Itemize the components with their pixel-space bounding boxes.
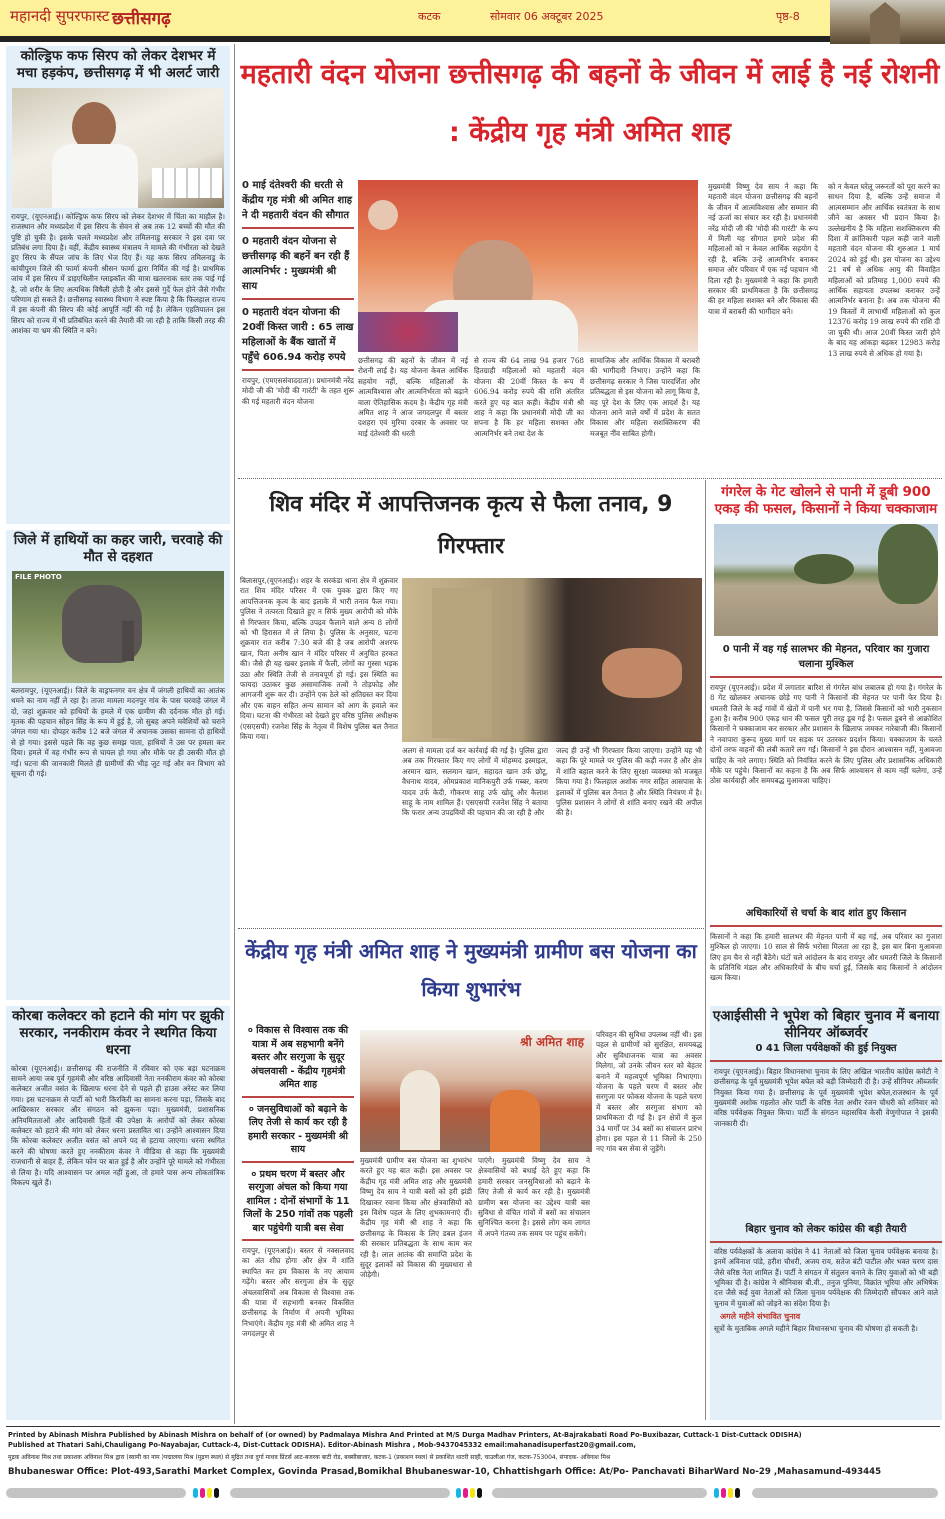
elephant-headline: जिले में हाथियों का कहर जारी, चरवाहे की मौत से दहशत	[13, 532, 223, 565]
lead-story	[240, 46, 940, 162]
temple-col3: जल्द ही उन्हें भी गिरफ्तार किया जाएगा। उन्होंने यह भी कहा कि पूरे मामले पर पुलिस की कड़ी नजर है और क्षेत्र में शांति बहाल करने के लिए सुरक्षा व्यवस्था को मजबूत किया गया है। फिलहाल अशोक नगर सहित आसपास के इलाकों में पुलिस बल तैनात है और स्थिति नियंत्रण में है। पुलिस प्रशासन ने लोगों से शांति बनाए रखने की अपील की है।	[556, 746, 702, 818]
lead-point: 0 महतारी वंदन योजना की 20वीं किस्त जारी : 65 लाख महिलाओं के बैंक खातों में पहुँचे 606.94 करोड़ रुपये	[242, 305, 354, 371]
magenta-mark	[463, 1488, 468, 1498]
lead-intro: रायपुर, (एमएससंवाददाता)। प्रधानमंत्री नरेंद्र मोदी जी की 'मोदी की गारंटी' के तहत शुरू की गई महतारी वंदन योजना	[242, 376, 354, 406]
footer-line4: Bhubaneswar Office: Plot-493,Sarathi Market Complex, Govinda Prasad,Bomikhal Bhubaneswar-10, Chhattishgarh Office: At/Po- Panchavati BiharWard No-29 ,Mahasamund-493445	[8, 1467, 882, 1477]
bus-launch-photo	[360, 1030, 592, 1152]
yellow-mark	[470, 1488, 475, 1498]
farmers-story	[710, 484, 942, 984]
section-divider	[238, 928, 704, 929]
aicc-subhead: 0 41 जिला पर्यवेक्षकों की हुई नियुक्त	[710, 1042, 942, 1062]
temple-image	[830, 0, 945, 44]
cough-syrup-headline: कोल्ड्रिफ कफ सिरप को लेकर देशभर में मचा हड़कंप, छत्तीसगढ़ में भी अलर्ट जारी	[16, 48, 220, 81]
footer-rule	[6, 1426, 940, 1427]
korba-story	[6, 1006, 230, 1420]
farmers-body: रायपुर (यूएनआई)। प्रदेश में लगातार बारिश से गंगरेल बांध लबालब हो गया है। गंगरेल के 8 गेट खोलकर अचानक छोड़े गए पानी ने किसानों की मेहनत पर पानी फेर दिया है। धमतरी जिले के कई गांवों में खेतों में पानी भर गया है, जिससे किसानों को भारी नुकसान हुआ है। करीब 900 एकड़ धान की फसल पूरी तरह डूब गई है। फसल डूबने से आक्रोशित किसानों ने चक्काजाम कर सरकार और प्रशासन के खिलाफ जमकर नारेबाजी की। किसानों ने नवापारा कुरूद मुख्य मार्ग पर सड़क पर उतरकर प्रदर्शन किया। चक्काजाम के चलते दोनों तरफ वाहनों की लंबी कतारें लग गईं। किसानों ने इस दौरान आश्वासन नहीं, मुआवजा चाहिए के नारे लगाए। स्थिति को नियंत्रित करने के लिए पुलिस और प्रशासनिक अधिकारी मौके पर पहुंचे। किसानों का कहना है कि अब सिर्फ आश्वासन से काम नहीं चलेगा, उन्हें ठोस कार्यवाही और समयबद्ध मुआवजा चाहिए।	[710, 682, 942, 786]
aicc-story	[710, 1006, 942, 1420]
magenta-mark	[200, 1488, 205, 1498]
aicc-body2: वरिष्ठ पर्यवेक्षकों के अलावा कांग्रेस ने 41 नेताओं को जिला चुनाव पर्यवेक्षक बनाया है। इनमें अविनाश पांडे, हरीश चौधरी, अजय राय, सतेज बंटी पाटील और भक्त चरण दास जैसे वरिष्ठ नेता शामिल हैं। पार्टी ने संगठन में संतुलन बनाने के लिए युवाओं को भी बड़ी भूमिका दी है। कांग्रेस ने श्रीनिवास बी.वी., तनुज पुनिया, विक्रांत भूरिया और अभिषेक दत्त जैसे कई युवा नेताओं को जिला चुनाव पर्यवेक्षक की जिम्मेदारी सौंपकर आने वाले चुनाव में युवाओं को जोड़ने का संदेश दिया है।	[714, 1246, 938, 1308]
bus-headline: केंद्रीय गृह मंत्री अमित शाह ने मुख्यमंत्री ग्रामीण बस योजना का किया शुभारंभ	[245, 939, 697, 1001]
temple-col1: बिलासपुर,(यूएनआई)। शहर के सरकंडा थाना क्षेत्र में शुक्रवार रात शिव मंदिर परिसर में एक युवक द्वारा किए गए आपत्तिजनक कृत्य के बाद इलाके में भारी तनाव फैल गया। पुलिस ने तत्परता दिखाते हुए न सिर्फ मुख्य आरोपी को मौके से गिरफ्तार किया, बल्कि उपद्रव फैलाने वाले अन्य 8 लोगों को भी हिरासत में ले लिया है। पुलिस के अनुसार, घटना शुक्रवार रात करीब 7:30 बजे की है जब आरोपी अशरफ खान, पिता अनीष खान ने मंदिर परिसर में अनुचित हरकत की। जैसे ही यह खबर इलाके में फैली, लोगों का गुस्सा भड़क उठा और स्थिति तेजी से तनावपूर्ण हो गई। इस स्थिति का फायदा उठाकर कुछ असामाजिक तत्वों ने तोड़फोड़ और आगजनी शुरू कर दी। उन्होंने एक ठेले को क्षतिग्रस्त कर दिया और एक वाहन सहित अन्य सामान को आग के हवाले कर दिया। घटना की गंभीरता को देखते हुए वरिष्ठ पुलिस अधीक्षक (एसएसपी) रजनेश सिंह के नेतृत्व में विशेष पुलिस बल तैनात किया गया।	[240, 576, 398, 742]
aicc-subhead2: बिहार चुनाव को लेकर कांग्रेस की बड़ी तैयारी	[710, 1223, 942, 1243]
yellow-mark	[207, 1488, 212, 1498]
lead-points	[242, 178, 354, 407]
file-photo-label: FILE PHOTO	[15, 572, 62, 581]
cyan-mark	[193, 1488, 198, 1498]
yellow-mark	[728, 1488, 733, 1498]
bus-intro: रायपुर, (यूएनआई)। बस्तर से नक्सलवाद का अंत शीघ्र होगा और क्षेत्र में शांति स्थापित कर हम विकास के नए आयाम गढ़ेंगे। बस्तर और सरगुजा क्षेत्र के सुदूर अंचलवासियों अब विकास से विश्वास तक की यात्रा में सहभागी बनकर विकसित छत्तीसगढ़ के निर्माण में अपनी भूमिका निभाएंगे। केंद्रीय गृह मंत्री श्री अमित शाह ने जगदलपुर से	[242, 1246, 354, 1339]
amit-shah-photo	[358, 180, 698, 352]
aicc-headline: एआईसीसी ने भूपेश को बिहार चुनाव में बनाया सीनियर ऑब्जर्वर	[712, 1008, 940, 1041]
paper-name: महानदी सुपरफास्ट	[10, 7, 110, 25]
lead-point: 0 महतारी वंदन योजना से छत्तीसगढ़ की बहनें बन रही हैं आत्मनिर्भर : मुख्यमंत्री श्री साय	[242, 234, 354, 300]
black-mark	[735, 1488, 740, 1498]
black-mark	[477, 1488, 482, 1498]
lead-col3: से राज्य की 64 लाख 94 हजार 768 हितग्राही महिलाओं को महतारी वंदन योजना की 20वीं किस्त के रूप में 606.94 करोड़ रुपये की राशि अंतरित करते हुए यह बात कही। केंद्रीय मंत्री श्री शाह ने कहा कि प्रधानमंत्री मोदी जी का सपना है कि हर महिला सशक्त और आत्मनिर्भर बने तथा देश के	[474, 356, 584, 438]
footer-line3: मुद्रक अविनाश मिश्र तथा प्रकाशक अविनाश मिश्र द्वारा (स्वामी का नाम )पद्मालया मिश्र (मुद्रण स्थल) से मुद्रित तथा दुर्गा माधव प्रिंटर्स आट-बजरक बाटी रोड, बक्सीबाजार, कटक-1 (प्रकाशन स्थल) से प्रकाशित थाटरी साही, चाउलीआ गंज, कटक-753004, संपादक- अविनाश मिश्र	[8, 1454, 611, 1461]
lead-headline: महतारी वंदन योजना छत्तीसगढ़ की बहनों के जीवन में लाई है नई रोशनी : केंद्रीय गृह मंत्री अमित शाह	[240, 59, 940, 148]
aicc-body3: सूत्रों के मुताबिक अगले महीने बिहार विधानसभा चुनाव की घोषणा हो सकती है।	[714, 1324, 918, 1334]
aicc-subhead3: अगले महीने संभावित चुनाव	[720, 1312, 801, 1322]
bus-col2: मुख्यमंत्री ग्रामीण बस योजना का शुभारंभ करते हुए यह बात कही। इस अवसर पर केंद्रीय गृह मंत्री अमित शाह और मुख्यमंत्री विष्णु देव साय ने यात्री बसों को हरी झंडी दिखाकर रवाना किया और क्षेत्रवासियों को इस विशेष पहल के लिए शुभकामनाएं दीं। केंद्रीय गृह मंत्री श्री शाह ने कहा कि छत्तीसगढ़ के विकास के लिए डबल इंजन की सरकार प्रतिबद्धता के साथ काम कर रही है। लाल आतंक की समाप्ति प्रदेश के सुदूर इलाकों को विकास की मुख्यधारा से जोड़ेगी।	[360, 1156, 472, 1280]
column-divider	[234, 44, 235, 1424]
farmers-subhead: 0 पानी में वह गई सालभर की मेहनत, परिवार का गुजारा चलाना मुश्किल	[710, 642, 942, 678]
arrest-photo	[402, 578, 702, 742]
masthead-bar	[0, 36, 830, 42]
farmers-subhead2: अधिकारियों से चर्चा के बाद शांत हुए किसान	[710, 907, 942, 927]
bus-col4: परिवहन की सुविधा उपलब्ध नहीं थी। इस पहल से ग्रामीणों को सुरक्षित, समयबद्ध और सुविधाजनक यात्रा का अवसर मिलेगा, जो उनके जीवन स्तर को बेहतर बनाने में महत्वपूर्ण भूमिका निभाएगा। योजना के पहले चरण में बस्तर और सरगुजा पर फोकस योजना के पहले चरण में बस्तर और सरगुजा संभाग को प्राथमिकता दी गई है। इन क्षेत्रों में कुल 34 मार्गों पर 34 बसों का संचालन प्रारंभ होगा। इस पहल से 11 जिलों के 250 नए गांव बस सेवा से जुड़ेंगे।	[596, 1030, 702, 1154]
bus-point: ० विकास से विश्वास तक की यात्रा में अब सहभागी बनेंगे बस्तर और सरगुजा के सुदूर अंचलवासी - केंद्रीय गृहमंत्री अमित शाह	[242, 1024, 354, 1098]
bus-col3: पाएंगे। मुख्यमंत्री विष्णु देव साय ने क्षेत्रवासियों को बधाई देते हुए कहा कि हमारी सरकार जनसुविधाओं को बढ़ाने के लिए तेजी से कार्य कर रही है। मुख्यमंत्री ग्रामीण बस योजना का उद्देश्य यात्री बस सुविधा से वंचित गांवों में बसों का संचालन सुनिश्चित करना है। इससे लोग कम लागत में अपने गंतव्य तक समय पर पहुंच सकेंगे।	[478, 1156, 590, 1238]
korba-body: कोरबा (यूएनआई)। छत्तीसगढ़ की राजनीति में रविवार को एक बड़ा घटनाक्रम सामने आया जब पूर्व गृहमंत्री और वरिष्ठ आदिवासी नेता ननकीराम कंवर को कोरबा कलेक्टर अजीत वसंत के खिलाफ धरना देने से पहले ही हाउस अरेस्ट कर लिया गया। इस घटनाक्रम से पार्टी को भारी किरकिरी का सामना करना पड़ा, जिसके बाद आखिरकार सरकार और संगठन को झुकना पड़ा। मुख्यमंत्री, प्रशासनिक अनियमितताओं और आदिवासी हितों की उपेक्षा के आरोपों को लेकर कोरबा कलेक्टर को हटाने की मांग को लेकर धरना प्रस्तावित था। उन्होंने आश्वासन दिया कि कोरबा कलेक्टर अजीत वसंत को अपने पद से हटाया जाएगा। धरना स्थगित करने की घोषणा करते हुए ननकीराम कंवर ने मीडिया से कहा कि मुख्यमंत्री राजधानी से बाहर हैं, लेकिन फोन पर बात हुई है और उन्होंने पूरे मामले को गंभीरता से लिया है। यदि आश्वासन पर अमल नहीं हुआ, तो हमारे पास अन्य लोकतांत्रिक विकल्प खुले हैं।	[11, 1063, 225, 1188]
color-bar	[6, 1488, 186, 1498]
footer-line1: Printed by Abinash Mishra Published by Abinash Mishra on behalf of (or owned) by Padmalaya Mishra And Printed at M/S Durga Madhav Printers, At-Bajrakabati Road Po-Buxibazar, Cuttack-1 Dist-Cuttack ODISHA)	[8, 1431, 802, 1439]
lead-col5: मुख्यमंत्री विष्णु देव साय ने कहा कि महतारी वंदन योजना छत्तीसगढ़ की बहनों के जीवन में आत्मविश्वास और सम्मान की नई ऊर्जा का संचार कर रही है। प्रधानमंत्री नरेंद्र मोदी जी की 'मोदी की गारंटी' के रूप में मिली यह सौगात हमारे प्रदेश की महिलाओं को न केवल आर्थिक सहयोग दे रही है, बल्कि उन्हें आत्मनिर्भर बनाकर समाज और परिवार में एक नई पहचान भी दिला रही है। मुख्यमंत्री ने कहा कि हमारी सरकार की प्राथमिकता है कि छत्तीसगढ़ की हर महिला सशक्त बने और विकास की यात्रा में बराबरी की भागीदार बने।	[708, 182, 818, 316]
korba-headline: कोरबा कलेक्टर को हटाने की मांग पर झुकी सरकार, ननकीराम कंवर ने स्थगित किया धरना	[12, 1008, 224, 1058]
cyan-mark	[714, 1488, 719, 1498]
cough-syrup-body: रायपुर, (यूएनआई)। कोल्ड्रिफ कफ सिरप को लेकर देशभर में चिंता का माहौल है। राजस्थान और मध्यप्रदेश में इस सिरप के सेवन से अब तक 12 बच्चों की मौत की पुष्टि हो चुकी है। इसके चलते मध्यप्रदेश और तमिलनाडु सरकार ने इस दवा पर प्रतिबंध लगा दिया है। वहीं, केंद्रीय स्वास्थ्य मंत्रालय ने मामले की गंभीरता को देखते हुए सिरप के सैंपल जांच के लिए भेज दिए हैं। यह कफ सिरप तमिलनाडु के कांचीपुरम जिले की फार्मा कंपनी श्रीसन फार्मा द्वारा निर्मित की गई है। प्राथमिक जांच में इस सिरप में डाइएथिलीन ग्लाइकॉल की मात्रा खतरनाक स्तर तक पाई गई है, जो शरीर के लिए अत्यधिक विषैली होती है और इससे गुर्दे फेल होने जैसे गंभीर परिणाम हो सकते हैं। छत्तीसगढ़ स्वास्थ्य विभाग ने स्पष्ट किया है कि फिलहाल राज्य में इस कंपनी की सिरप की कोई आपूर्ति नहीं की गई है। लेकिन एहतियातन इस सिरप को राज्य में भी प्रतिबंधित करने की तैयारी की जा रही है ताकि किसी तरह की आशंका या भ्रम की स्थिति न बने।	[11, 211, 225, 336]
bus-point: ० प्रथम चरण में बस्तर और सरगुजा अंचल को किया गया शामिल : दोनों संभागों के 11 जिलों के 250 गांवों तक पहली बार पहुंचेगी यात्री बस सेवा	[242, 1168, 354, 1242]
farmers-body2: किसानों ने कहा कि हमारी सालभर की मेहनत पानी में बह गई, अब परिवार का गुजारा मुश्किल हो जाएगा। 10 साल से सिर्फ भरोसा मिलता आ रहा है, इस बार बिना मुआवजा लिए हम चैन से नहीं बैठेंगे। घंटों चले आंदोलन के बाद रायपुर और धमतरी जिले के किसानों के प्रतिनिधि मंडल और अधिकारियों के बीच चर्चा हुई, जिसके बाद किसानों ने आंदोलन खत्म किया।	[710, 931, 942, 983]
flood-photo	[714, 524, 938, 636]
color-bar	[492, 1488, 707, 1498]
column-divider	[705, 480, 706, 1420]
lead-col6: को न केवल घरेलू जरूरतों को पूरा करने का साधन दिया है, बल्कि उन्हें समाज में आत्मसम्मान और आर्थिक स्वतंत्रता के साथ जीने का अवसर भी प्रदान किया है। उल्लेखनीय है कि महिला सशक्तिकरण की दिशा में क्रांतिकारी पहल कही जाने वाली महतारी वंदन योजना की शुरुआत 1 मार्च 2024 को हुई थी। इस योजना का उद्देश्य 21 वर्ष से अधिक आयु की विवाहित महिलाओं को प्रतिमाह 1,000 रुपये की आर्थिक सहायता उपलब्ध कराकर उन्हें आत्मनिर्भर बनाना है। अब तक योजना की 19 किस्तों में लाभार्थी महिलाओं को कुल 12376 करोड़ 19 लाख रुपये की राशि दी जा चुकी थी। आज 20वीं किस्त जारी होने के बाद यह आंकड़ा बढ़कर 12983 करोड़ 13 लाख रुपये से अधिक हो गया है।	[828, 182, 941, 358]
color-bar	[230, 1488, 450, 1498]
elephant-photo	[12, 571, 224, 683]
page-number: पृष्ठ-8	[776, 10, 800, 23]
cough-syrup-story	[6, 46, 230, 524]
doctor-photo	[12, 88, 224, 208]
magenta-mark	[721, 1488, 726, 1498]
black-mark	[214, 1488, 219, 1498]
state-name: छत्तीसगढ़	[112, 9, 171, 29]
temple-headline: शिव मंदिर में आपत्तिजनक कृत्य से फैला तनाव, 9 गिरफ्तार	[269, 492, 673, 559]
lead-col2: छत्तीसगढ़ की बहनों के जीवन में नई रोशनी लाई है। यह योजना केवल आर्थिक सहयोग नहीं, बल्कि महिलाओं के आत्मविश्वास और आत्मनिर्भरता को बढ़ाने वाला ऐतिहासिक कदम है। केंद्रीय गृह मंत्री अमित शाह ने आज जगदलपुर में बस्तर दशहरा एवं मुरिया दरबार के अवसर पर माई दंतेश्वरी की धरती	[358, 356, 468, 438]
city: कटक	[418, 10, 441, 23]
section-divider	[238, 478, 942, 479]
aicc-body: रायपुर (यूएनआई)। बिहार विधानसभा चुनाव के लिए अखिल भारतीय कांग्रेस कमेटी ने छत्तीसगढ़ के पूर्व मुख्यमंत्री भूपेश बघेल को बड़ी जिम्मेदारी दी है। उन्हें सीनियर ऑब्जर्वर नियुक्त किया गया है। छत्तीसगढ़ के पूर्व मुख्यमंत्री भूपेश बघेल,राजस्थान के पूर्व मुख्यमंत्री अशोक गहलोत और पार्टी के वरिष्ठ नेता अधीर रंजन चौधरी को शनिवार को वरिष्ठ पर्यवेक्षक नियुक्त किया। पार्टी के संगठन महासचिव केसी वेणुगोपाल ने इसकी जानकारी दी।	[714, 1066, 938, 1128]
lead-col4: सामाजिक और आर्थिक विकास में बराबरी की भागीदारी निभाए। उन्होंने कहा कि छत्तीसगढ़ सरकार ने जिस पारदर्शिता और प्रतिबद्धता से इस योजना को लागू किया है, वह पूरे देश के लिए एक आदर्श है। यह योजना आने वाले वर्षों में प्रदेश के सतत विकास और महिला सशक्तिकरण की मजबूत नींव साबित होगी।	[590, 356, 700, 438]
bus-points	[242, 1024, 354, 1386]
masthead	[0, 0, 945, 40]
elephant-body: बलरामपुर, (यूएनआई)। जिले के वाड्रफनगर वन क्षेत्र में जंगली हाथियों का आतंक थमने का नाम नहीं ले रहा है। ताजा मामला मदनपुर गांव के पास चरवाहे जंगल में दो, जहां शुक्रवार को हाथियों के हमले में एक ग्रामीण की दर्दनाक मौत हो गई। मृतक की पहचान सोहन सिंह के रूप में हुई है, जो सुबह अपने मवेशियों को चराने जंगल गया था। दोपहर करीब 12 बजे जंगल में अचानक उसका सामना दो हाथियों से हो गया। इससे पहले कि वह कुछ समझ पाता, हाथियों ने उस पर हमला कर दिया। हमले में वह गंभीर रूप से घायल हो गया और मौके पर ही उसकी मौत हो गई। घटना की जानकारी मिलते ही ग्रामीणों की भीड़ जुट गई और वन विभाग को सूचना दी गई।	[11, 685, 225, 778]
color-bar	[752, 1488, 938, 1498]
lead-point: 0 माई दंतेश्वरी की धरती से केंद्रीय गृह मंत्री श्री अमित शाह ने दी महतारी वंदन की सौगात	[242, 178, 354, 229]
temple-col2: अलग से मामला दर्ज कर कार्रवाई की गई है। पुलिस द्वारा अब तक गिरफ्तार किए गए लोगों में मोहम्मद इस्माइल, अरमान खान, सलमान खान, सहादत खान उर्फ छोटू, वैधनाथ यादव, ओमप्रकाश मानिकपुरी उर्फ गब्बर, करण यादव उर्फ केदी, गौकरण साहू उर्फ खोदू और कैलाश साहू के नाम शामिल हैं। एसएसपी रजनेश सिंह ने बताया कि फरार अन्य उपद्रवियों की पहचान की जा रही है और	[402, 746, 548, 818]
footer-line2: Published at Thatari Sahi,Chauligang Po-Nayabajar, Cuttack-4, Dist-Cuttack ODISHA). Editor-Abinash Mishra , Mob-9437045332 email:mahanadisuperfast20@gmail.com,	[8, 1441, 636, 1449]
bus-point: ० जनसुविधाओं को बढ़ाने के लिए तेजी से कार्य कर रही है हमारी सरकार - मुख्यमंत्री श्री साय	[242, 1103, 354, 1163]
date: सोमवार 06 अक्टूबर 2025	[490, 10, 604, 23]
photo-banner-text: श्री अमित शाह	[520, 1035, 584, 1049]
elephant-story	[6, 530, 230, 1000]
farmers-headline: गंगरेल के गेट खोलने से पानी में डूबी 900 एकड़ की फसल, किसानों ने किया चक्काजाम	[714, 484, 938, 517]
cyan-mark	[456, 1488, 461, 1498]
